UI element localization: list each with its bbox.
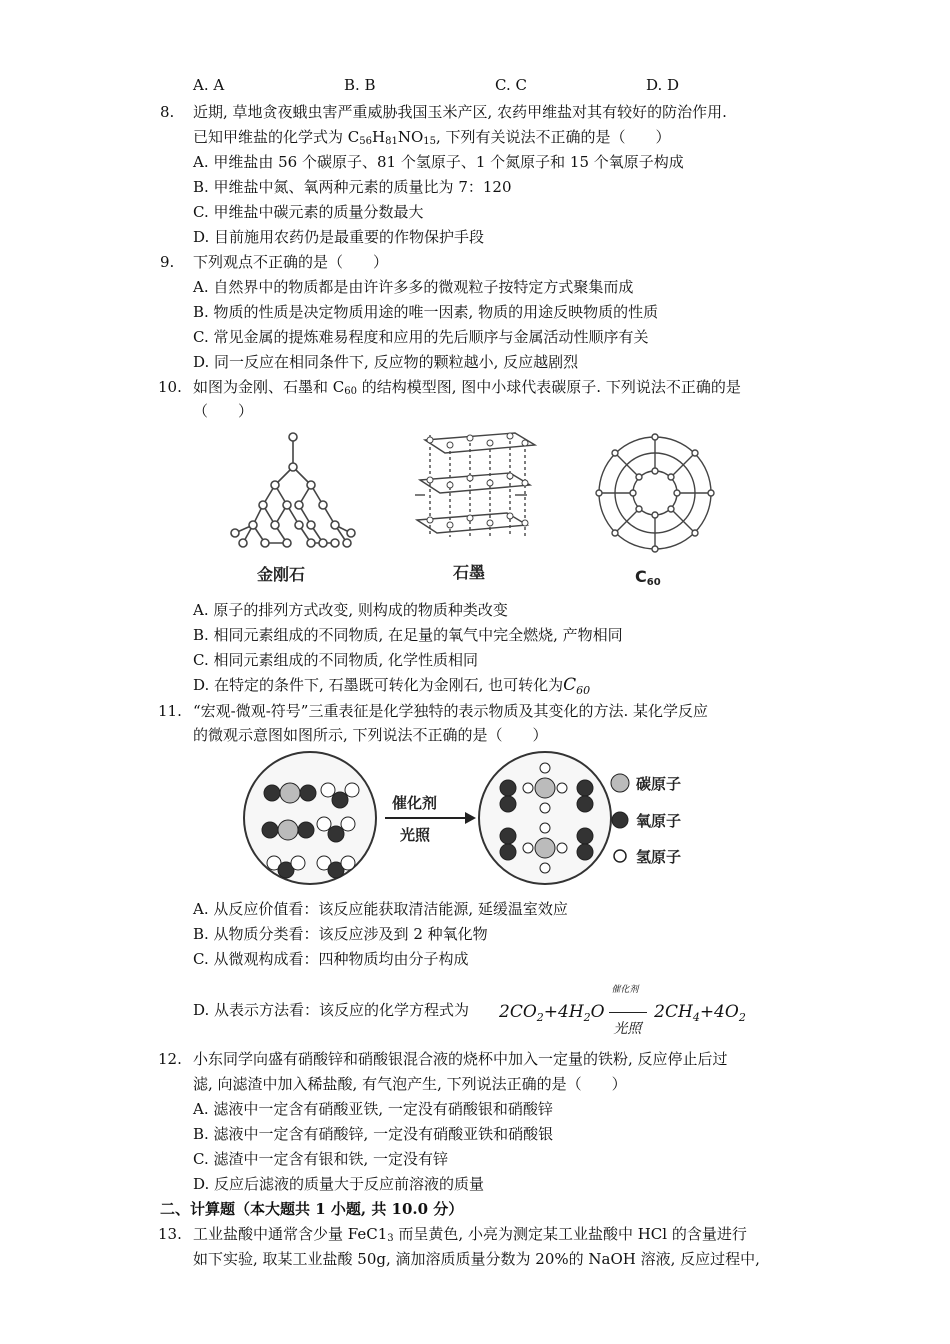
q8-stem-line2: 已知甲维盐的化学式为 $C_{56}H_{81}NO_{15}$, 下列有关说法不正确的是（ ） (193, 128, 671, 147)
legend-hydrogen: 氢原子 (636, 848, 682, 866)
reaction-micro-diagram (240, 748, 710, 888)
equation-light: 光照 (613, 1021, 642, 1037)
q10-option-b: B. 相同元素组成的不同物质, 在足量的氧气中完全燃烧, 产物相同 (193, 626, 623, 644)
q10-option-c: C. 相同元素组成的不同物质, 化学性质相同 (193, 651, 479, 669)
graphite-structure (415, 433, 535, 537)
q9-option-c: C. 常见金属的提炼难易程度和应用的先后顺序与金属活动性顺序有关 (193, 328, 649, 346)
q12-stem-line2: 滤, 向滤渣中加入稀盐酸, 有气泡产生, 下列说法正确的是（ ） (193, 1075, 627, 1093)
section-heading: 二、计算题（本大题共 1 小题, 共 10.0 分） (160, 1200, 464, 1218)
q8-option-b: B. 甲维盐中氮、氧两种元素的质量比为 7：120 (193, 178, 512, 196)
diamond-label: 金刚石 (257, 565, 306, 584)
q9-option-b: B. 物质的性质是决定物质用途的唯一因素, 物质的用途反映物质的性质 (193, 303, 659, 321)
q10-option-d: D. 在特定的条件下, 石墨既可转化为金刚石, 也可转化为$C_{60}$ (193, 675, 591, 697)
q10-stem-line1: 如图为金刚、石墨和 $C_{60}$ 的结构模型图, 图中小球代表碳原子. 下列说法不正确的是 (193, 378, 741, 397)
q11-option-b: B. 从物质分类看：该反应涉及到 2 种氧化物 (193, 925, 488, 943)
q10-option-a: A. 原子的排列方式改变, 则构成的物质种类改变 (193, 601, 508, 619)
q8-number: 8. (160, 103, 175, 121)
legend-carbon: 碳原子 (636, 775, 682, 793)
q9-option-d: D. 同一反应在相同条件下, 反应物的颗粒越小, 反应越剧烈 (193, 353, 579, 371)
q11-stem-line2: 的微观示意图如图所示, 下列说法不正确的是（ ） (193, 726, 548, 744)
legend-oxygen: 氧原子 (636, 812, 682, 830)
q8-option-a: A. 甲维盐由 56 个碳原子、81 个氢原子、1 个氮原子和 15 个氧原子构成 (193, 153, 684, 171)
q11-option-a: A. 从反应价值看：该反应能获取清洁能源, 延缓温室效应 (193, 900, 568, 918)
q7-option-d: D. D (646, 76, 680, 94)
q8-option-c: C. 甲维盐中碳元素的质量分数最大 (193, 203, 424, 221)
q13-number: 13. (158, 1225, 182, 1243)
graphite-label: 石墨 (453, 563, 486, 582)
q7-options (193, 76, 797, 94)
equation-catalyst: 催化剂 (611, 985, 639, 995)
q8-stem-line1: 近期, 草地贪夜蛾虫害严重威胁我国玉米产区, 农药甲维盐对其有较好的防治作用. (193, 103, 727, 121)
equation-condition (609, 985, 649, 1037)
q7-option-c: C. C (495, 76, 527, 94)
q11-option-c: C. 从微观构成看：四种物质均由分子构成 (193, 950, 469, 968)
q9-option-a: A. 自然界中的物质都是由许许多多的微观粒子按特定方式聚集而成 (193, 278, 634, 296)
q13-stem-line1: 工业盐酸中通常含少量 $FeC1_3$ 而呈黄色, 小亮为测定某工业盐酸中 HCl 的含量进行 (193, 1225, 747, 1244)
q10-stem-line2: （ ） (193, 402, 254, 420)
q7-option-a: A. A (193, 76, 225, 94)
q10-number: 10. (158, 378, 182, 396)
q12-stem-line1: 小东同学向盛有硝酸锌和硝酸银混合液的烧杯中加入一定量的铁粉, 反应停止后过 (193, 1050, 728, 1068)
q12-number: 12. (158, 1050, 182, 1068)
q12-option-b: B. 滤液中一定含有硝酸锌, 一定没有硝酸亚铁和硝酸银 (193, 1125, 554, 1143)
c60-label: C60 (635, 567, 661, 588)
light-label: 光照 (400, 826, 431, 844)
chemical-equation: $2CO_2+4H_2O$ 催化剂 光照 $2CH_4+4O_2$ (499, 1002, 746, 1024)
q13-stem-line2: 如下实验, 取某工业盐酸 50g, 滴加溶质质量分数为 20%的 NaOH 溶液, 反应过程中, (193, 1250, 760, 1268)
q7-option-b: B. B (344, 76, 376, 94)
q11-number: 11. (158, 702, 182, 720)
q9-number: 9. (160, 253, 175, 271)
q8-option-d: D. 目前施用农药仍是最重要的作物保护手段 (193, 228, 485, 246)
carbon-allotropes-figure (225, 425, 745, 595)
q12-option-c: C. 滤渣中一定含有银和铁, 一定没有锌 (193, 1150, 449, 1168)
catalyst-label: 催化剂 (392, 794, 438, 812)
q11-stem-line1: “宏观-微观-符号”三重表征是化学独特的表示物质及其变化的方法. 某化学反应 (193, 702, 709, 720)
c60-structure (596, 434, 714, 552)
q12-option-a: A. 滤液中一定含有硝酸亚铁, 一定没有硝酸银和硝酸锌 (193, 1100, 553, 1118)
diagram-legend (611, 774, 681, 866)
diamond-structure (231, 433, 355, 547)
q12-option-d: D. 反应后滤液的质量大于反应前溶液的质量 (193, 1175, 485, 1193)
q11-option-d: D. 从表示方法看：该反应的化学方程式为 (193, 1001, 470, 1019)
q9-stem: 下列观点不正确的是（ ） (193, 253, 389, 271)
